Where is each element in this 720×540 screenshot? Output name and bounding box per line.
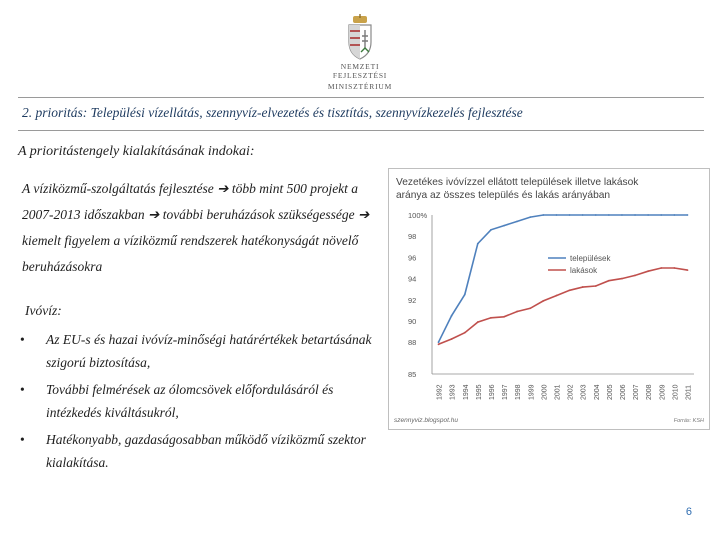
data-point (542, 300, 544, 302)
water-supply-chart (388, 168, 710, 430)
data-point (647, 214, 649, 216)
data-point (516, 311, 518, 313)
data-point (673, 214, 675, 216)
x-tick-label: 1994 (462, 384, 470, 400)
data-point (687, 214, 689, 216)
list-item-text: Hatékonyabb, gazdaságosabban működő víziközmű szektor kialakítása (46, 432, 366, 470)
x-tick-label: 1993 (449, 384, 457, 400)
list-item-text: További felmérések az ólomcsövek előfordulásáról és intézkedés kiváltásukról, (46, 382, 334, 420)
y-tick-label: 88 (408, 338, 417, 348)
x-tick-label: 1995 (475, 384, 483, 400)
x-tick-label: 2002 (567, 384, 575, 400)
data-point (660, 214, 662, 216)
arrow-icon: ➔ (217, 181, 229, 196)
bullet-icon: • (20, 432, 25, 447)
header-divider-bottom (18, 130, 704, 131)
x-tick-label: 2005 (606, 384, 614, 400)
list-item (18, 378, 378, 424)
section-heading: A prioritástengely kialakításának indokai: (18, 144, 255, 159)
x-tick-label: 2006 (619, 384, 627, 400)
data-point (621, 214, 623, 216)
ministry-name-line1: NEMZETI FEJLESZTÉSI (332, 62, 388, 80)
intro-part-1: A víziközmű-szolgáltatás fejlesztése (22, 181, 214, 196)
priority-title: 2. prioritás: Települési vízellátás, szennyvíz-elvezetés és tisztítás, szennyvízkezelés fejlesztése (22, 105, 523, 120)
data-point (464, 294, 466, 296)
data-point (438, 341, 440, 343)
data-point (490, 229, 492, 231)
y-tick-label: 90 (408, 317, 417, 326)
bullet-icon: • (20, 332, 25, 347)
list-item (18, 328, 378, 374)
x-tick-label: 1997 (502, 384, 510, 400)
x-tick-label: 1999 (528, 384, 536, 400)
coat-of-arms-icon (345, 14, 375, 60)
y-tick-label: 98 (408, 232, 417, 242)
chart-title: aránya az összes település és lakás arányában (396, 190, 611, 201)
data-point (582, 214, 584, 216)
y-tick-label: 96 (408, 253, 417, 263)
data-point (608, 280, 610, 282)
data-point (542, 214, 544, 216)
ministry-logo (318, 14, 402, 91)
drinking-water-heading: Ivóvíz: (25, 303, 62, 318)
data-point (582, 286, 584, 288)
data-point (464, 332, 466, 334)
data-point (634, 275, 636, 277)
arrow-icon: ➔ (148, 207, 160, 222)
data-point (621, 278, 623, 280)
data-point (569, 289, 571, 291)
legend-label: lakások (570, 266, 598, 275)
list-item-period: . (105, 455, 109, 470)
data-point (516, 220, 518, 222)
data-point (595, 285, 597, 287)
intro-part-4: kiemelt figyelem a víziközmű rendszerek hatékonyságát növelő beruházásokra (22, 233, 359, 274)
data-point (556, 214, 558, 216)
list-item-text: Az EU-s és hazai ivóvíz-minőségi határértékek betartásának szigorú biztosítása, (46, 332, 372, 370)
x-tick-label: 2004 (593, 384, 601, 400)
data-point (438, 343, 440, 345)
data-point (608, 214, 610, 216)
data-point (595, 214, 597, 216)
ministry-name-line2: MINISZTÉRIUM (327, 82, 393, 91)
drinking-water-list (18, 328, 378, 478)
data-point (529, 307, 531, 309)
data-point (503, 316, 505, 318)
intro-part-2: több mint 500 projekt a 2007-2013 időszakban (22, 181, 359, 222)
data-point (687, 269, 689, 271)
data-point (477, 243, 479, 245)
bullet-icon: • (20, 382, 25, 397)
x-tick-label: 1992 (436, 384, 444, 400)
intro-part-3: további beruházások szükségessége (162, 207, 355, 222)
x-tick-label: 2008 (646, 384, 654, 400)
arrow-icon: ➔ (358, 207, 370, 222)
x-tick-label: 2010 (672, 384, 680, 400)
data-point (490, 317, 492, 319)
y-tick-label: 100% (408, 211, 428, 220)
list-item (18, 428, 378, 474)
x-tick-label: 2000 (541, 384, 549, 400)
intro-paragraph (22, 176, 382, 280)
header-divider-top (18, 97, 704, 98)
y-tick-label: 92 (408, 295, 417, 305)
data-point (634, 214, 636, 216)
x-tick-label: 2001 (554, 384, 562, 400)
data-point (503, 225, 505, 227)
x-tick-label: 1996 (488, 384, 496, 400)
data-point (477, 321, 479, 323)
x-tick-label: 2011 (685, 384, 693, 400)
data-point (556, 295, 558, 297)
data-point (451, 315, 453, 317)
data-point (569, 214, 571, 216)
data-point (673, 267, 675, 269)
page-number: 6 (685, 506, 692, 518)
data-point (647, 270, 649, 272)
chart-title: Vezetékes ivóvízzel ellátott települések illetve lakások (396, 177, 639, 188)
x-tick-label: 2007 (633, 384, 641, 400)
x-tick-label: 1998 (515, 384, 523, 400)
y-tick-label: 94 (408, 274, 417, 284)
data-point (660, 267, 662, 269)
y-tick-label: 85 (408, 370, 417, 379)
x-tick-label: 2003 (580, 384, 588, 400)
chart-source-right: Forrás: KSH (673, 418, 704, 424)
data-point (451, 338, 453, 340)
data-point (529, 216, 531, 218)
legend-label: települések (570, 254, 611, 263)
x-tick-label: 2009 (659, 384, 667, 400)
chart-source-left: szennyviz.blogspot.hu (394, 417, 458, 424)
